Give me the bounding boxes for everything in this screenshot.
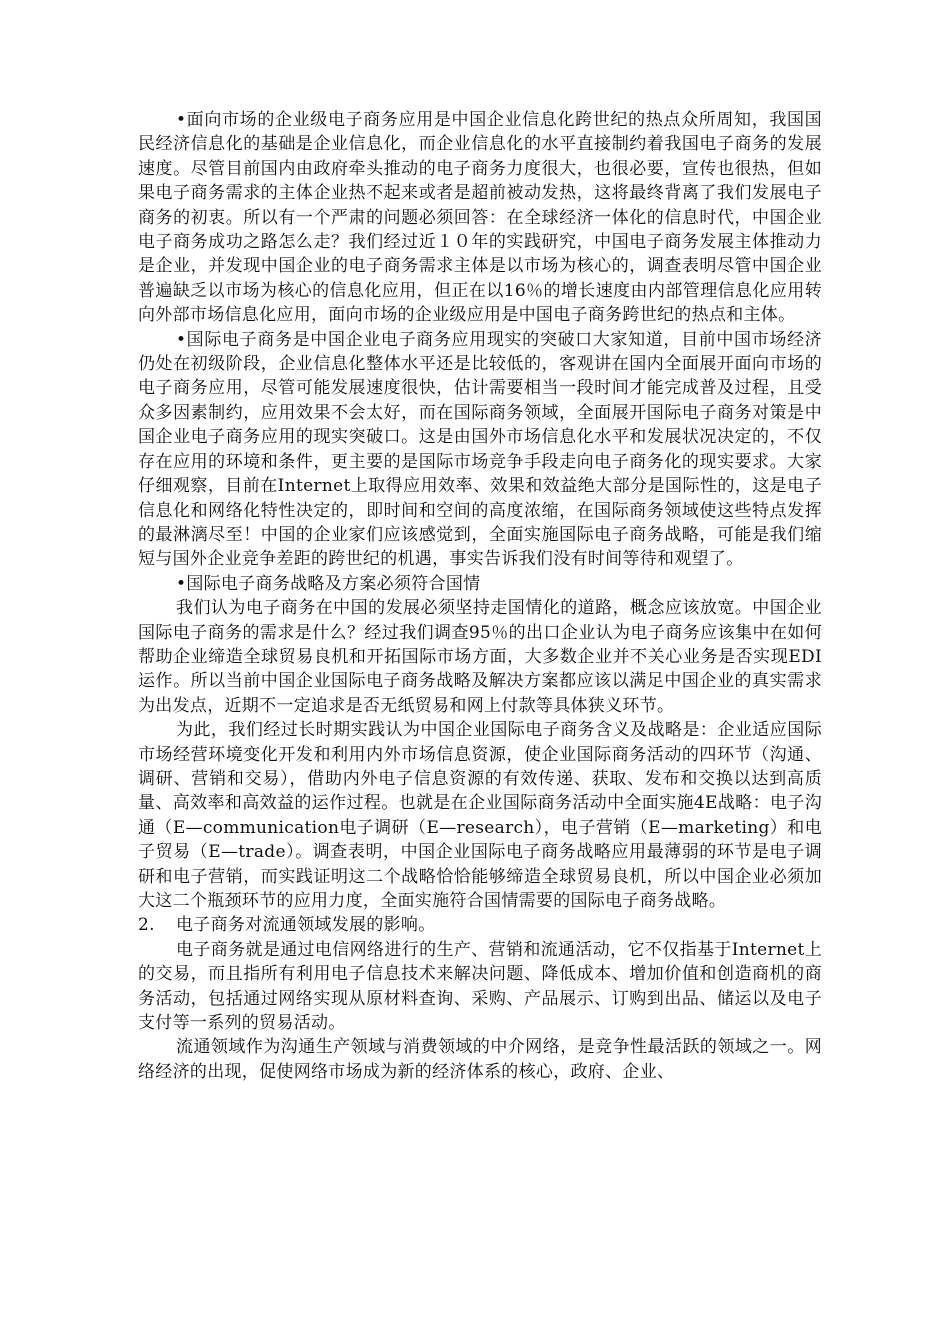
paragraph-national-conditions: 我们认为电子商务在中国的发展必须坚持走国情化的道路，概念应该放宽。中国企业国际电子商务的需求是什么？经过我们调查95％的出口企业认为电子商务应该集中在如何帮助企业缔造全球贸易良机和开拓国际市场方面，大多数企业并不关心业务是否实现EDI运作。所以当前中国企业国际电子商务战略及解决方案都应该以满足中国企业的真实需求为出发点，近期不一定追求是否无纸贸易和网上付款等具体狭义环节。: [138, 598, 822, 716]
paragraph-circulation-field: 流通领域作为沟通生产领域与消费领域的中介网络，是竞争性最活跃的领域之一。网络经济的出现，促使网络市场成为新的经济体系的核心，政府、企业、: [138, 1037, 822, 1082]
paragraph-4e-strategy: 为此，我们经过长时期实践认为中国企业国际电子商务含义及战略是：企业适应国际市场经营环境变化开发和利用内外市场信息资源，使企业国际商务活动的四环节（沟通、调研、营销和交易），借助内外电子信息资源的有效传递、获取、发布和交换以达到高质量、高效率和高效益的运作过程。也就是在企业国际商务活动中全面实施4E战略：电子沟通（E—communication电子调研（E—research），电子营销（E—marketing）和电子贸易（E—trade）。调查表明，中国企业国际电子商务战略应用最薄弱的环节是电子调研和电子营销，而实践证明这二个战略恰恰能够缔造全球贸易良机，所以中国企业必须加大这二个瓶颈环节的应用力度，全面实施符合国情需要的国际电子商务战略。: [138, 720, 822, 911]
section-number: 2.: [138, 915, 155, 936]
paragraph-enterprise-ecommerce: •面向市场的企业级电子商务应用是中国企业信息化跨世纪的热点众所周知，我国国民经济信息化的基础是企业信息化，而企业信息化的水平直接制约着我国电子商务的发展速度。尽管目前国内由政府牵头推动的电子商务力度很大，也很必要，宣传也很热，但如果电子商务需求的主体企业热不起来或者是超前被动发热，这将最终背离了我们发展电子商务的初衷。所以有一个严肃的问题必须回答：在全球经济一体化的信息时代，中国企业电子商务成功之路怎么走？我们经过近１０年的实践研究，中国电子商务发展主体推动力是企业，并发现中国企业的电子商务需求主体是以市场为核心的，调查表明尽管中国企业普遍缺乏以市场为核心的信息化应用，但正在以16％的增长速度由内部管理信息化应用转向外部市场信息化应用，面向市场的企业级应用是中国电子商务跨世纪的热点和主体。: [138, 110, 822, 326]
paragraph-strategy-heading: •国际电子商务战略及方案必须符合国情: [176, 573, 481, 594]
section-heading: [138, 913, 822, 937]
paragraph-international-ecommerce: •国际电子商务是中国企业电子商务应用现实的突破口大家知道，目前中国市场经济仍处在初级阶段，企业信息化整体水平还是比较低的，客观讲在国内全面展开面向市场的电子商务应用，尽管可能发展速度很快，估计需要相当一段时间才能完成普及过程，且受众多因素制约，应用效果不会太好，而在国际商务领域，全面展开国际电子商务对策是中国企业电子商务应用的现实突破口。这是由国外市场信息化水平和发展状况决定的，不仅存在应用的环境和条件，更主要的是国际市场竞争手段走向电子商务化的现实要求。大家仔细观察，目前在Internet上取得应用效率、效果和效益绝大部分是国际性的，这是电子信息化和网络化特性决定的，即时间和空间的高度浓缩，在国际商务领域使这些特点发挥的最淋漓尽至！中国的企业家们应该感觉到，全面实施国际电子商务战略，可能是我们缩短与国外企业竞争差距的跨世纪的机遇，事实告诉我们没有时间等待和观望了。: [138, 329, 822, 570]
section-title: 电子商务对流通领域发展的影响。: [176, 915, 436, 936]
document-page: [138, 108, 822, 1084]
paragraph-ecommerce-definition: 电子商务就是通过电信网络进行的生产、营销和流通活动，它不仅指基于Internet上的交易，而且指所有利用电子信息技术来解决问题、降低成本、增加价值和创造商机的商务活动，包括通过网络实现从原材料查询、采购、产品展示、订购到出品、储运以及电子支付等一系列的贸易活动。: [138, 939, 822, 1034]
